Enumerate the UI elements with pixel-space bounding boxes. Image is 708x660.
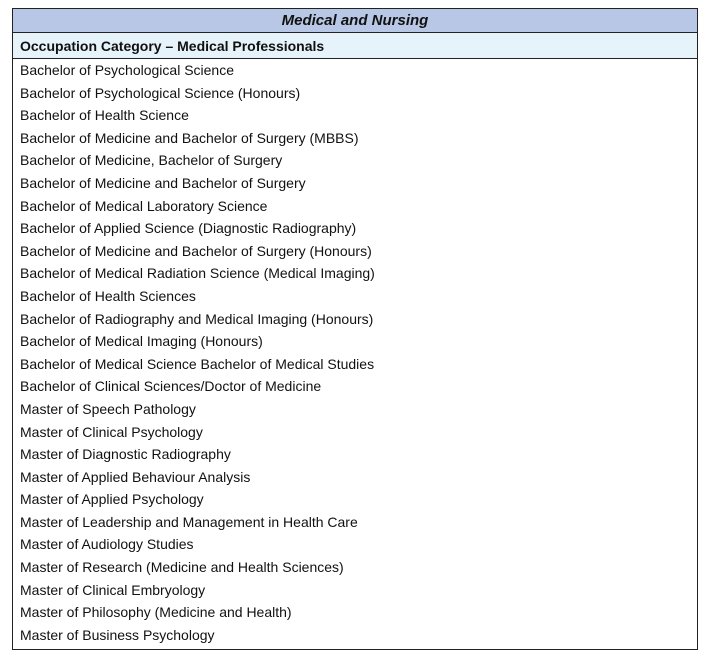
qualification-item: Master of Applied Psychology — [20, 491, 204, 508]
qualification-item: Bachelor of Medical Laboratory Science — [20, 197, 268, 214]
qualification-item: Bachelor of Psychological Science — [20, 62, 235, 78]
qualification-item: Master of Clinical Psychology — [20, 423, 203, 440]
qualification-item: Bachelor of Radiography and Medical Imaging (Honours) — [20, 310, 374, 327]
qualification-item: Master of Speech Pathology — [20, 400, 196, 417]
table-title: Medical and Nursing — [13, 9, 697, 33]
qualification-item: Bachelor of Clinical Sciences/Doctor of Medicine — [20, 378, 322, 395]
qualification-item: Master of Audiology Studies — [20, 536, 194, 553]
qualification-item: Bachelor of Applied Science (Diagnostic Radiography) — [20, 220, 357, 237]
qualification-item: Bachelor of Medical Science Bachelor of Medical Studies — [20, 355, 375, 372]
category-header: Occupation Category – Medical Professionals — [13, 33, 697, 59]
qualification-item: Bachelor of Health Sciences — [20, 287, 196, 304]
qualification-item: Bachelor of Psychological Science (Honours) — [20, 84, 301, 101]
qualification-item: Master of Clinical Embryology — [20, 581, 206, 598]
qualification-list — [13, 59, 697, 646]
qualification-item: Bachelor of Medicine and Bachelor of Surgery — [20, 174, 306, 191]
qualification-item: Master of Diagnostic Radiography — [20, 446, 231, 463]
qualification-item: Master of Business Psychology — [20, 626, 215, 643]
qualification-item: Bachelor of Medicine and Bachelor of Surgery (Honours) — [20, 242, 372, 259]
qualification-item: Master of Leadership and Management in Health Care — [20, 513, 358, 530]
qualification-item: Bachelor of Medical Imaging (Honours) — [20, 333, 263, 350]
qualification-item: Master of Applied Behaviour Analysis — [20, 468, 251, 485]
qualifications-table — [12, 8, 698, 650]
qualification-item: Bachelor of Health Science — [20, 107, 189, 124]
qualification-item: Master of Research (Medicine and Health Sciences) — [20, 559, 344, 576]
qualification-item: Master of Philosophy (Medicine and Health) — [20, 604, 292, 621]
qualification-item: Bachelor of Medical Radiation Science (Medical Imaging) — [20, 265, 375, 282]
qualification-item: Bachelor of Medicine, Bachelor of Surgery — [20, 152, 283, 169]
qualification-item: Bachelor of Medicine and Bachelor of Surgery (MBBS) — [20, 129, 359, 146]
